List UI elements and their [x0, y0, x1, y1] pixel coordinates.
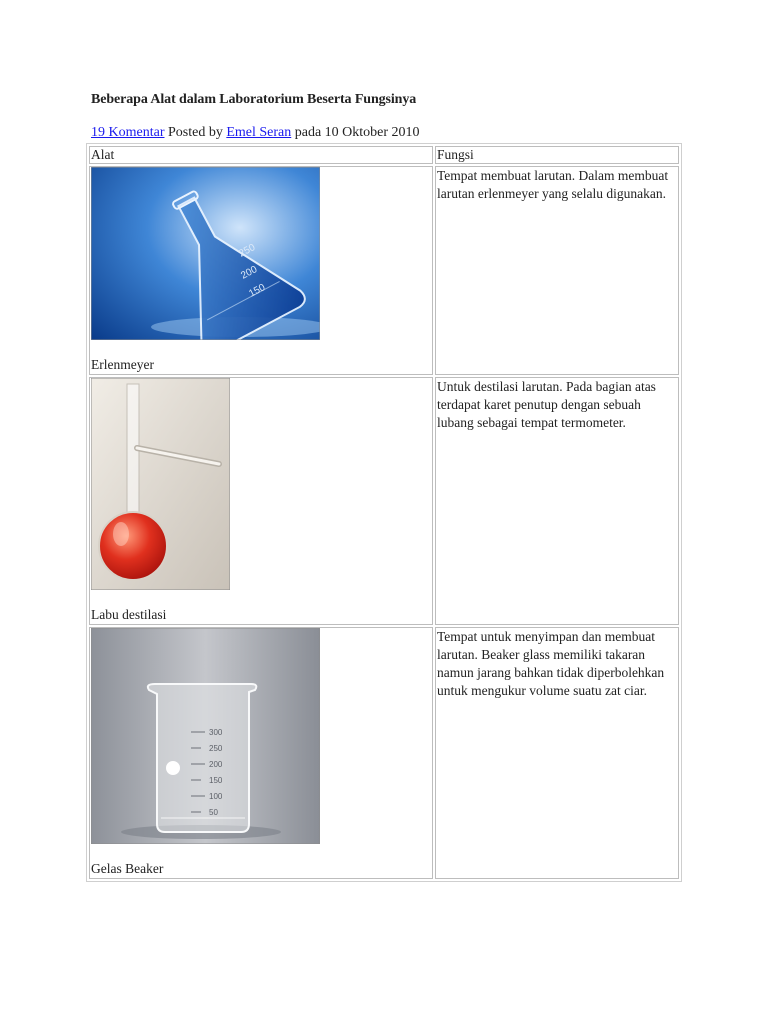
posted-by-text: Posted by — [164, 125, 227, 140]
function-cell: Untuk destilasi larutan. Pada bagian atas terdapat karet penutup dengan sebuah lubang sebagai tempat termometer. — [435, 377, 679, 625]
tool-name: Labu destilasi — [91, 607, 167, 622]
tool-cell — [89, 166, 433, 375]
comments-link[interactable]: 19 Komentar — [91, 125, 165, 140]
beaker-marking-200: 200 — [209, 760, 223, 769]
beaker-marking-50: 50 — [209, 808, 218, 817]
flask-marking-200: 200 — [239, 264, 260, 282]
beaker-marking-250: 250 — [209, 744, 223, 753]
beaker-glass-photo — [91, 628, 431, 844]
author-link[interactable]: Emel Seran — [226, 125, 292, 140]
table-row — [89, 377, 679, 625]
header-fungsi: Fungsi — [435, 146, 679, 164]
beaker-marking-150: 150 — [209, 776, 223, 785]
function-cell: Tempat membuat larutan. Dalam membuat larutan erlenmeyer yang selalu digunakan. — [435, 166, 679, 375]
function-cell: Tempat untuk menyimpan dan membuat larutan. Beaker glass memiliki takaran namun jarang bahkan tidak diperbolehkan untuk mengukur volume suatu zat ciar. — [435, 627, 679, 879]
beaker-marking-100: 100 — [209, 792, 223, 801]
header-alat: Alat — [89, 146, 433, 164]
distillation-flask-photo — [91, 378, 431, 590]
date-text: pada 10 Oktober 2010 — [291, 125, 420, 140]
tool-cell — [89, 627, 433, 879]
erlenmeyer-flask-photo — [91, 167, 431, 340]
tool-name: Gelas Beaker — [91, 861, 164, 876]
article-meta — [91, 125, 420, 141]
flask-marking-150: 150 — [247, 282, 268, 300]
flask-marking-250: 250 — [237, 242, 258, 260]
tool-name: Erlenmeyer — [91, 357, 154, 372]
table-row — [89, 627, 679, 879]
article-title: Beberapa Alat dalam Laboratorium Beserta Fungsinya — [91, 92, 417, 107]
table-row — [89, 166, 679, 375]
tool-cell — [89, 377, 433, 625]
lab-tools-table — [86, 143, 682, 882]
table-header-row — [89, 146, 679, 164]
beaker-marking-300: 300 — [209, 728, 223, 737]
